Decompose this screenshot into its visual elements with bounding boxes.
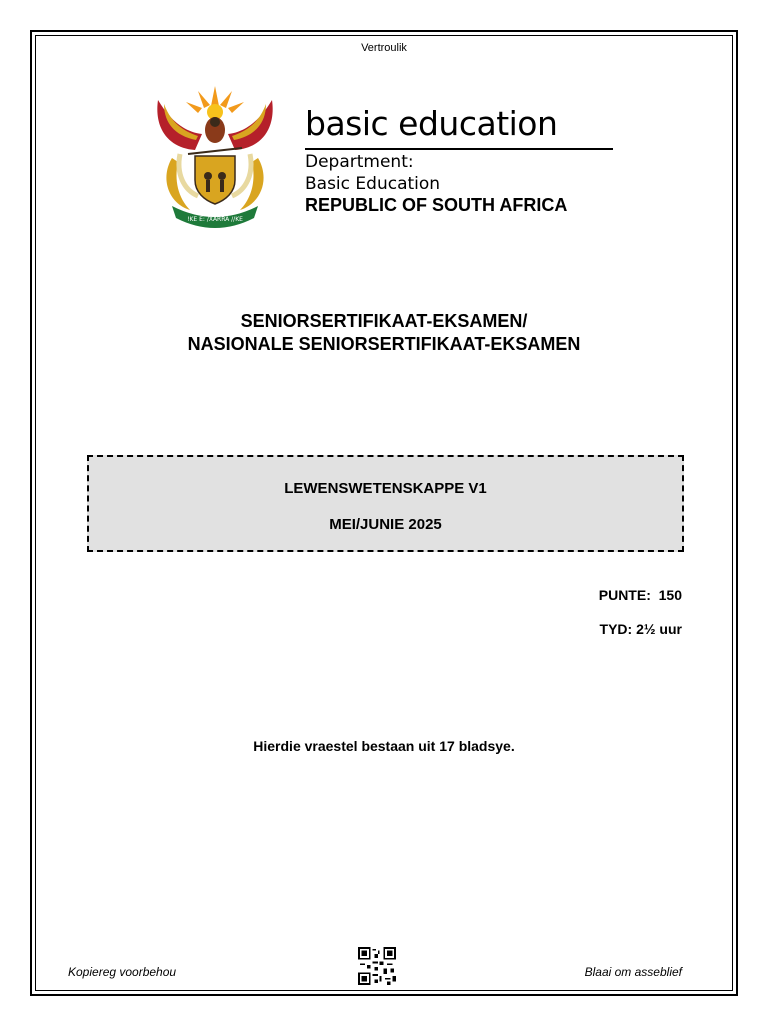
coat-of-arms-icon	[150, 78, 280, 228]
department-name: Basic Education	[305, 174, 441, 194]
page-count-note: Hierdie vraestel bestaan uit 17 bladsye.	[253, 738, 515, 754]
department-label: Department:	[305, 152, 414, 172]
time-label: TYD: 2½ uur	[599, 621, 682, 637]
subject-box	[87, 455, 684, 552]
brand-divider	[305, 148, 613, 150]
copyright-notice: Kopiereg voorbehou	[68, 965, 177, 979]
department-logo	[140, 70, 620, 235]
confidential-label: Vertroulik	[361, 42, 407, 54]
coat-motto: !KE E: /XARRA //KE	[187, 216, 243, 223]
turn-page-notice: Blaai om asseblief	[584, 965, 682, 979]
exam-title-line2: NASIONALE SENIORSERTIFIKAAT-EKSAMEN	[187, 334, 581, 354]
marks-label: PUNTE: 150	[598, 587, 682, 603]
subject-name: LEWENSWETENSKAPPE V1	[284, 480, 487, 497]
brand-title: basic education	[305, 104, 558, 143]
country-name: REPUBLIC OF SOUTH AFRICA	[305, 195, 568, 215]
exam-title-line1: SENIORSERTIFIKAAT-EKSAMEN/	[240, 311, 528, 331]
qr-code-icon	[358, 947, 396, 985]
exam-session: MEI/JUNIE 2025	[329, 516, 442, 533]
